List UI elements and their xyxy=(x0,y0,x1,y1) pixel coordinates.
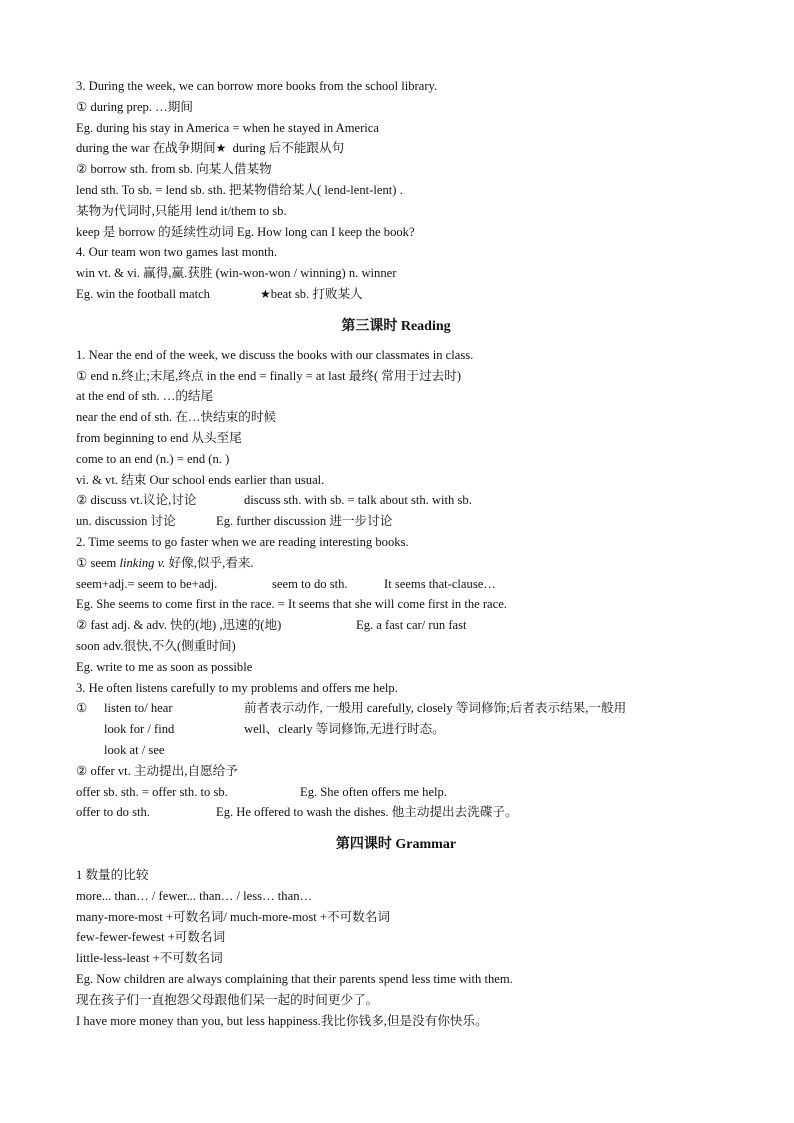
text-line: vi. & vt. 结束 Our school ends earlier than usual. xyxy=(76,472,325,487)
text-line: 1 数量的比较 xyxy=(76,868,149,883)
text-span: listen to/ hear xyxy=(104,701,173,716)
text-line: at the end of sth. …的结尾 xyxy=(76,389,214,404)
text-span: offer sb. sth. = offer sth. to sb. xyxy=(76,784,228,799)
text-span: Eg. She often offers me help. xyxy=(300,784,448,799)
text-line: ① end n.终止;末尾,终点 in the end = finally = at last 最终( 常用于过去时) xyxy=(76,368,462,383)
text-line: Eg. Now children are always complaining that their parents spend less time with them. xyxy=(76,972,513,987)
text-line: Eg. during his stay in America = when he stayed in America xyxy=(76,120,379,135)
text-span: Eg. win the football match xyxy=(76,286,210,301)
text-span: ② discuss vt.议论,讨论 xyxy=(76,493,197,508)
text-span: offer to do sth. xyxy=(76,805,150,820)
text-line xyxy=(76,574,716,595)
text-span: look for / find xyxy=(104,722,175,737)
text-span: discuss sth. with sb. = talk about sth. with sb. xyxy=(244,493,472,508)
text-line: ② offer vt. 主动提出,自愿给予 xyxy=(76,763,238,778)
text-span: Eg. a fast car/ run fast xyxy=(356,618,467,633)
text-line: ② borrow sth. from sb. 向某人借某物 xyxy=(76,162,272,177)
text-span: seem+adj.= seem to be+adj. xyxy=(76,576,218,591)
text-span: well、clearly 等词修饰,无进行时态。 xyxy=(244,722,445,737)
text-line: keep 是 borrow 的延续性动词 Eg. How long can I keep the book? xyxy=(76,224,415,239)
text-line xyxy=(76,490,716,511)
text-line: Eg. She seems to come first in the race. = It seems that she will come first in the race. xyxy=(76,597,507,612)
text-span: ② fast adj. & adv. 快的(地) ,迅速的(地) xyxy=(76,618,282,633)
text-line: from beginning to end 从头至尾 xyxy=(76,430,242,445)
text-line: come to an end (n.) = end (n. ) xyxy=(76,451,230,466)
text-line xyxy=(76,615,716,636)
text-span: ① xyxy=(76,701,88,716)
text-line xyxy=(76,138,716,159)
text-span: un. discussion 讨论 xyxy=(76,514,176,529)
text-line: Eg. write to me as soon as possible xyxy=(76,659,253,674)
text-span: 好像,似乎,看来. xyxy=(165,555,254,570)
text-span: beat sb. 打败某人 xyxy=(270,286,363,301)
text-span: look at / see xyxy=(104,742,165,757)
text-line xyxy=(76,511,716,532)
text-line xyxy=(76,782,716,803)
text-line: 3. During the week, we can borrow more books from the school library. xyxy=(76,79,438,93)
text-line: lend sth. To sb. = lend sb. sth. 把某物借给某人( lend-lent-lent) . xyxy=(76,182,403,197)
text-span: during 后不能跟从句 xyxy=(232,141,345,156)
text-line xyxy=(76,740,716,761)
text-span: Eg. further discussion 进一步讨论 xyxy=(216,514,393,529)
star-icon: ★ xyxy=(260,286,271,301)
text-span: seem to do sth. xyxy=(272,576,348,591)
section-title-grammar: 第四课时 Grammar xyxy=(335,837,457,853)
text-span: Eg. He offered to wash the dishes. 他主动提出去洗碟子。 xyxy=(216,805,518,820)
text-line: ① during prep. …期间 xyxy=(76,99,193,114)
text-line: 某物为代词时,只能用 lend it/them to sb. xyxy=(76,203,287,218)
text-line: near the end of sth. 在…快结束的时候 xyxy=(76,410,277,425)
text-span-italic: linking v. xyxy=(119,555,166,570)
text-line: many-more-most +可数名词/ much-more-most +不可数名词 xyxy=(76,909,390,924)
text-line: win vt. & vi. 赢得,赢.获胜 (win-won-won / winning) n. winner xyxy=(76,266,397,281)
text-line: soon adv.很快,不久(侧重时间) xyxy=(76,638,236,653)
text-line: more... than… / fewer... than… / less… than… xyxy=(76,888,313,903)
text-line: 2. Time seems to go faster when we are reading interesting books. xyxy=(76,534,409,549)
text-line: 现在孩子们一直抱怨父母跟他们呆一起的时间更少了。 xyxy=(76,992,379,1007)
text-span: 前者表示动作, 一般用 carefully, closely 等词修饰;后者表示结果,一般用 xyxy=(244,701,627,716)
text-line: little-less-least +不可数名词 xyxy=(76,951,223,966)
text-line: I have more money than you, but less happiness.我比你钱多,但是没有你快乐。 xyxy=(76,1013,488,1028)
text-line: 4. Our team won two games last month. xyxy=(76,245,278,260)
text-span: It seems that-clause… xyxy=(384,576,496,591)
text-line xyxy=(76,698,716,719)
star-icon: ★ xyxy=(215,141,227,156)
text-line: 3. He often listens carefully to my problems and offers me help. xyxy=(76,680,398,695)
text-line: 1. Near the end of the week, we discuss the books with our classmates in class. xyxy=(76,347,474,362)
text-line xyxy=(76,802,716,823)
section-title-reading: 第三课时 Reading xyxy=(341,318,451,334)
text-span: during the war 在战争期间 xyxy=(76,141,216,156)
document-content xyxy=(76,76,716,1031)
text-line xyxy=(76,284,716,305)
text-line xyxy=(76,719,716,740)
text-line: few-fewer-fewest +可数名词 xyxy=(76,930,226,945)
text-line xyxy=(76,553,716,574)
text-span: ① seem xyxy=(76,555,120,570)
